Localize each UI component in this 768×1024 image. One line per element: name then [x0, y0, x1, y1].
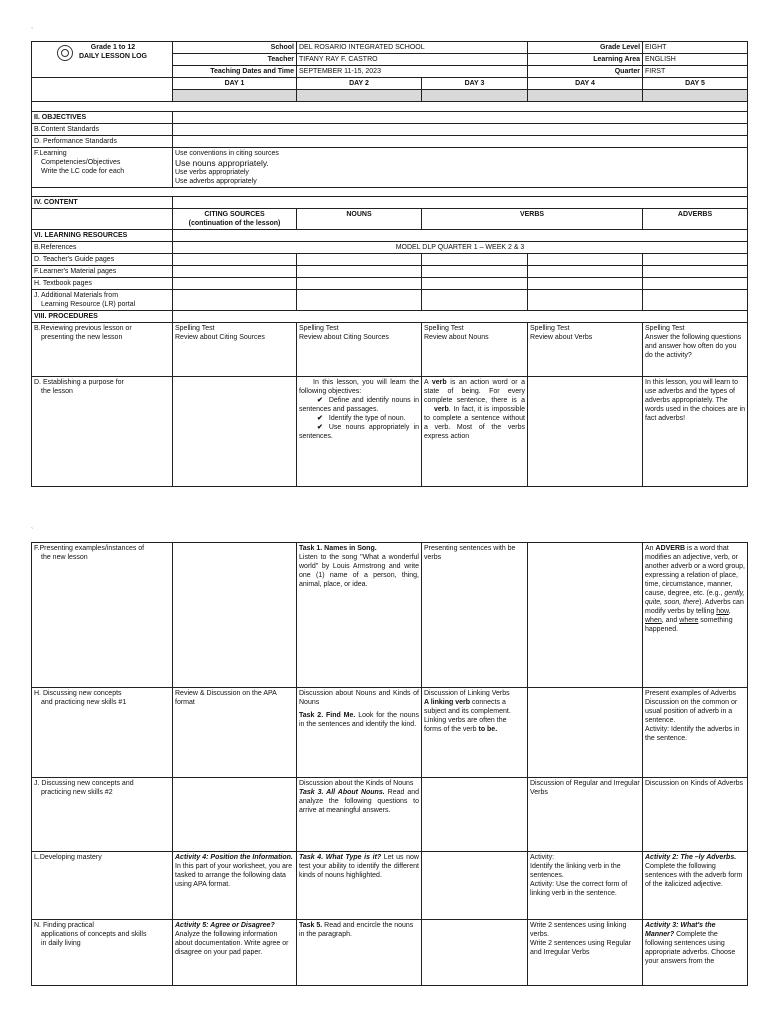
label-line: in daily living	[41, 940, 81, 947]
label-line: the new lesson	[41, 554, 88, 561]
task-body: Read and analyze the following questions to arrive at meaningful answers.	[299, 789, 419, 814]
lc-label-line: Write the LC code for each	[41, 168, 125, 175]
text-run: where	[679, 617, 699, 624]
review-day2	[297, 323, 422, 377]
activity-body: Complete the following sentences using appropriate adverbs. Choose your answers from the	[645, 931, 736, 965]
discussion2-day3	[422, 778, 528, 852]
checkmark-icon: ✔	[317, 424, 323, 431]
learning-competencies-label	[32, 148, 173, 188]
label-line: presenting the new lesson	[41, 334, 123, 341]
performance-standards-value	[173, 136, 748, 148]
checkmark-icon: ✔	[317, 397, 323, 404]
performance-standards-label: D. Performance Standards	[32, 136, 173, 148]
text-run: how	[716, 608, 729, 615]
spelling-test: Spelling Test	[424, 325, 464, 332]
cell	[297, 278, 422, 290]
activity-body: Complete the following sentences with the adverb form of the italicized adjective.	[645, 863, 743, 888]
lesson-log-table-page2	[31, 542, 748, 986]
discussion1-day1: Review & Discussion on the APA format	[173, 688, 297, 778]
cell	[173, 254, 297, 266]
cell	[422, 278, 528, 290]
purpose-label	[32, 377, 173, 487]
review-day1	[173, 323, 297, 377]
label-line: J. Additional Materials from	[34, 292, 119, 299]
checkmark-icon: ✔	[317, 415, 323, 422]
activity-title: Activity 4: Position the Information.	[175, 854, 293, 861]
cell	[528, 254, 643, 266]
cell	[422, 290, 528, 311]
discussion2-day2	[297, 778, 422, 852]
text-run: to be.	[478, 726, 498, 733]
references-label: B.References	[32, 242, 173, 254]
discussion-text: Discussion on the common or usual position of adverb in a sentence.	[645, 699, 738, 724]
task-body: Let us now test your ability to identify the different kinds of nouns highlighted.	[299, 854, 419, 879]
label-line: D. Establishing a purpose for	[34, 379, 124, 386]
cell	[173, 290, 297, 311]
review-text: Review about Verbs	[530, 334, 593, 341]
purpose-day4	[528, 377, 643, 487]
cell	[643, 278, 748, 290]
content-heading: IV. CONTENT	[32, 197, 173, 209]
objectives-heading: II. OBJECTIVES	[32, 112, 173, 124]
learning-area-value: ENGLISH	[643, 54, 748, 66]
purpose-day1	[173, 377, 297, 487]
review-text: Review about Citing Sources	[299, 334, 389, 341]
cell	[422, 266, 528, 278]
competency-item: Use adverbs appropriately	[175, 178, 257, 185]
spelling-test: Spelling Test	[645, 325, 685, 332]
spacer-row	[32, 188, 748, 197]
review-label	[32, 323, 173, 377]
discussion-text: Activity: Identify the adverbs in the sentence.	[645, 726, 740, 742]
task-title: Task 3. All About Nouns.	[299, 789, 385, 796]
task-title: Task 4. What Type is it?	[299, 854, 382, 861]
application-day1	[173, 920, 297, 986]
header-logo-cell	[32, 42, 173, 78]
examples-label	[32, 543, 173, 688]
purpose-day5: In this lesson, you will learn to use adverbs and the types of adverbs appropriately. The words used in the choices are in fact adverbs!	[643, 377, 748, 487]
activity-title: Activity 3: What's the Manner?	[645, 922, 716, 938]
discussion1-day2	[297, 688, 422, 778]
cell	[297, 254, 422, 266]
cell	[173, 278, 297, 290]
dates-value: SEPTEMBER 11-15, 2023	[297, 66, 528, 78]
spelling-test: Spelling Test	[530, 325, 570, 332]
text-run: ). Adverbs can modify verbs by telling	[645, 599, 744, 615]
mastery-label: L.Developing mastery	[32, 852, 173, 920]
additional-materials-label	[32, 290, 173, 311]
cell	[528, 266, 643, 278]
mastery-day5	[643, 852, 748, 920]
text-run: is a word that modifies an adjective, verb, or another adverb or a word group, expressing a relation of place, time, circumstance, manner, cause, degree, etc. (e.g.,	[645, 545, 746, 597]
label-line: and practicing new skills #1	[41, 699, 127, 706]
content-day1	[173, 209, 297, 230]
objective-item: Define and identify nouns in sentences and passages.	[299, 397, 419, 413]
day-5-header: DAY 5	[643, 78, 748, 90]
objective-item: Use nouns appropriately in sentences.	[299, 424, 419, 440]
content-standards-value	[173, 124, 748, 136]
examples-day2	[297, 543, 422, 688]
text-run: something happened.	[645, 617, 733, 633]
discussion1-day5	[643, 688, 748, 778]
deped-seal-icon	[57, 45, 73, 61]
discussion-text: Discussion about Nouns and Kinds of Nouns	[299, 690, 419, 706]
discussion2-label	[32, 778, 173, 852]
review-day5	[643, 323, 748, 377]
application-day4	[528, 920, 643, 986]
dates-label: Teaching Dates and Time	[173, 66, 297, 78]
label-line: B.Reviewing previous lesson or	[34, 325, 132, 332]
competency-item: Use verbs appropriately	[175, 169, 249, 176]
activity-body: Analyze the following information about documentation. Write agree or disagree on your pad paper.	[175, 931, 289, 956]
cell	[297, 266, 422, 278]
review-text: Review about Nouns	[424, 334, 489, 341]
label-line: practicing new skills #2	[41, 789, 113, 796]
objectives-intro: In this lesson, you will learn the following objectives:	[299, 379, 419, 395]
day-3-shade	[422, 90, 528, 102]
page-mark: `	[31, 528, 34, 535]
discussion-text: Discussion about the Kinds of Nouns	[299, 780, 414, 787]
day-4-shade	[528, 90, 643, 102]
activity-text: Identify the linking verb in the sentences.	[530, 863, 621, 879]
label-line: F.Presenting examples/instances of	[34, 545, 145, 552]
lesson-log-table-page1	[31, 41, 748, 487]
learning-competencies-value	[173, 148, 748, 188]
mastery-day4	[528, 852, 643, 920]
content-day5: ADVERBS	[643, 209, 748, 230]
cell	[422, 254, 528, 266]
examples-day3: Presenting sentences with be verbs	[422, 543, 528, 688]
discussion2-day1	[173, 778, 297, 852]
cell	[297, 290, 422, 311]
label-line: the lesson	[41, 388, 73, 395]
text-run: verb	[431, 379, 447, 386]
content-topic-note: (continuation of the lesson)	[188, 220, 281, 227]
procedures-heading: VIII. PROCEDURES	[32, 311, 173, 323]
application-label	[32, 920, 173, 986]
text-run: is an action word or a state of being. For every complete sentence, there is a	[424, 379, 526, 404]
task-title: Task 2. Find Me.	[299, 712, 356, 719]
activity-body: In this part of your worksheet, you are tasked to arrange the following data using APA format.	[175, 863, 293, 888]
label-line: N. Finding practical	[34, 922, 94, 929]
competency-item: Use conventions in citing sources	[175, 150, 279, 157]
teacher-value: TIFANY RAY F. CASTRO	[297, 54, 528, 66]
school-label: School	[173, 42, 297, 54]
discussion1-day3	[422, 688, 528, 778]
task-body: Look for the nouns in the sentences and identify the kind.	[299, 712, 419, 728]
cell	[528, 290, 643, 311]
examples-day5: An ADVERB is a word that modifies an adjective, verb, or another adverb or a word group, expressing a relation of place, time, circumstance, manner, cause, degree, etc. (e.g., gently, quite, soon, there). Adverbs can modify verbs by telling how, when, and where something happened.	[643, 543, 748, 688]
day-3-header: DAY 3	[422, 78, 528, 90]
text-run: An	[645, 545, 654, 552]
cell	[643, 290, 748, 311]
review-text: Answer the following questions and answer how often do you do the activity?	[645, 334, 742, 359]
teacher-label: Teacher	[173, 54, 297, 66]
task-title: Task 1. Names in Song.	[299, 545, 377, 552]
day-5-shade	[643, 90, 748, 102]
day-2-header: DAY 2	[297, 78, 422, 90]
resources-blank	[173, 230, 748, 242]
discussion-text: Discussion of Linking Verbs	[424, 690, 510, 697]
text-run: when	[645, 617, 662, 624]
cell	[643, 266, 748, 278]
page-mark: `	[31, 28, 34, 35]
day-2-shade	[297, 90, 422, 102]
spelling-test: Spelling Test	[299, 325, 339, 332]
spacer-row	[32, 102, 748, 112]
purpose-day2	[297, 377, 422, 487]
content-row-label	[32, 209, 173, 230]
quarter-value: FIRST	[643, 66, 748, 78]
spelling-test: Spelling Test	[175, 325, 215, 332]
discussion1-day4	[528, 688, 643, 778]
discussion2-day5: Discussion on Kinds of Adverbs	[643, 778, 748, 852]
grade-range: Grade 1 to 12	[90, 44, 136, 51]
mastery-day3	[422, 852, 528, 920]
text-run: gently, quite, soon, there	[645, 590, 745, 606]
discussion2-day4: Discussion of Regular and Irregular Verbs	[528, 778, 643, 852]
grade-level-value: EIGHT	[643, 42, 748, 54]
content-topic: CITING SOURCES	[204, 211, 265, 218]
teachers-guide-label: D. Teacher's Guide pages	[32, 254, 173, 266]
school-value: DEL ROSARIO INTEGRATED SCHOOL	[297, 42, 528, 54]
day-1-header: DAY 1	[173, 78, 297, 90]
discussion1-label	[32, 688, 173, 778]
discussion-text: Present examples of Adverbs	[645, 690, 737, 697]
cell	[643, 254, 748, 266]
activity-text: Activity: Use the correct form of linking verb in the sentence.	[530, 881, 628, 897]
quarter-label: Quarter	[528, 66, 643, 78]
cell	[173, 266, 297, 278]
application-day5	[643, 920, 748, 986]
textbook-label: H. Textbook pages	[32, 278, 173, 290]
activity-text: Write 2 sentences using linking verbs.	[530, 922, 627, 938]
application-day2	[297, 920, 422, 986]
task-title: Task 5.	[299, 922, 323, 929]
content-day2: NOUNS	[297, 209, 422, 230]
objective-item: Identify the type of noun.	[328, 415, 406, 422]
label-line: applications of concepts and skills	[41, 931, 147, 938]
review-text: Review about Citing Sources	[175, 334, 265, 341]
mastery-day2	[297, 852, 422, 920]
day-1-shade	[173, 90, 297, 102]
cell	[528, 278, 643, 290]
label-line: Learning Resource (LR) portal	[41, 301, 136, 308]
objectives-blank	[173, 112, 748, 124]
doc-title: DAILY LESSON LOG	[78, 53, 148, 60]
purpose-day3	[422, 377, 528, 487]
content-standards-label: B.Content Standards	[32, 124, 173, 136]
lc-label-line: F.Learning	[34, 150, 67, 157]
text-run: ADVERB	[655, 545, 686, 552]
references-value: MODEL DLP QUARTER 1 – WEEK 2 & 3	[173, 242, 748, 254]
resources-heading: VI. LEARNING RESOURCES	[32, 230, 173, 242]
lc-label-line: Competencies/Objectives	[41, 159, 121, 166]
learners-material-label: F.Learner's Material pages	[32, 266, 173, 278]
text-run: connects a subject and its complement. Linking verbs are often the forms of the verb	[424, 699, 511, 733]
content-blank	[173, 197, 748, 209]
activity-text: Write 2 sentences using Regular and Irregular Verbs	[530, 940, 632, 956]
examples-day4	[528, 543, 643, 688]
activity-title: Activity 5: Agree or Disagree?	[175, 922, 275, 929]
label-line: H. Discussing new concepts	[34, 690, 122, 697]
text-run: , and	[661, 617, 678, 624]
mastery-day1	[173, 852, 297, 920]
activity-title: Activity 2: The –ly Adverbs.	[645, 854, 737, 861]
day-4-header: DAY 4	[528, 78, 643, 90]
competency-item: Use nouns appropriately.	[175, 158, 269, 168]
text-run: A linking verb	[424, 699, 471, 706]
application-day3	[422, 920, 528, 986]
text-run: verb	[434, 406, 449, 413]
grade-level-label: Grade Level	[528, 42, 643, 54]
day-header-blank	[32, 78, 173, 102]
task-body: Listen to the song "What a wonderful world" by Louis Armstrong and write one (1) name of a person, thing, animal, place, or idea.	[299, 554, 419, 588]
learning-area-label: Learning Area	[528, 54, 643, 66]
activity-text: Activity:	[530, 854, 555, 861]
procedures-blank	[173, 311, 748, 323]
content-day3-4: VERBS	[422, 209, 643, 230]
text-run: A	[424, 379, 429, 386]
examples-day1	[173, 543, 297, 688]
review-day4	[528, 323, 643, 377]
review-day3	[422, 323, 528, 377]
task-body: Read and encircle the nouns in the paragraph.	[299, 922, 414, 938]
label-line: J. Discussing new concepts and	[34, 780, 134, 787]
text-run: . In fact, it is impossible to complete a sentence without a verb. Most of the verbs express action	[424, 406, 526, 440]
